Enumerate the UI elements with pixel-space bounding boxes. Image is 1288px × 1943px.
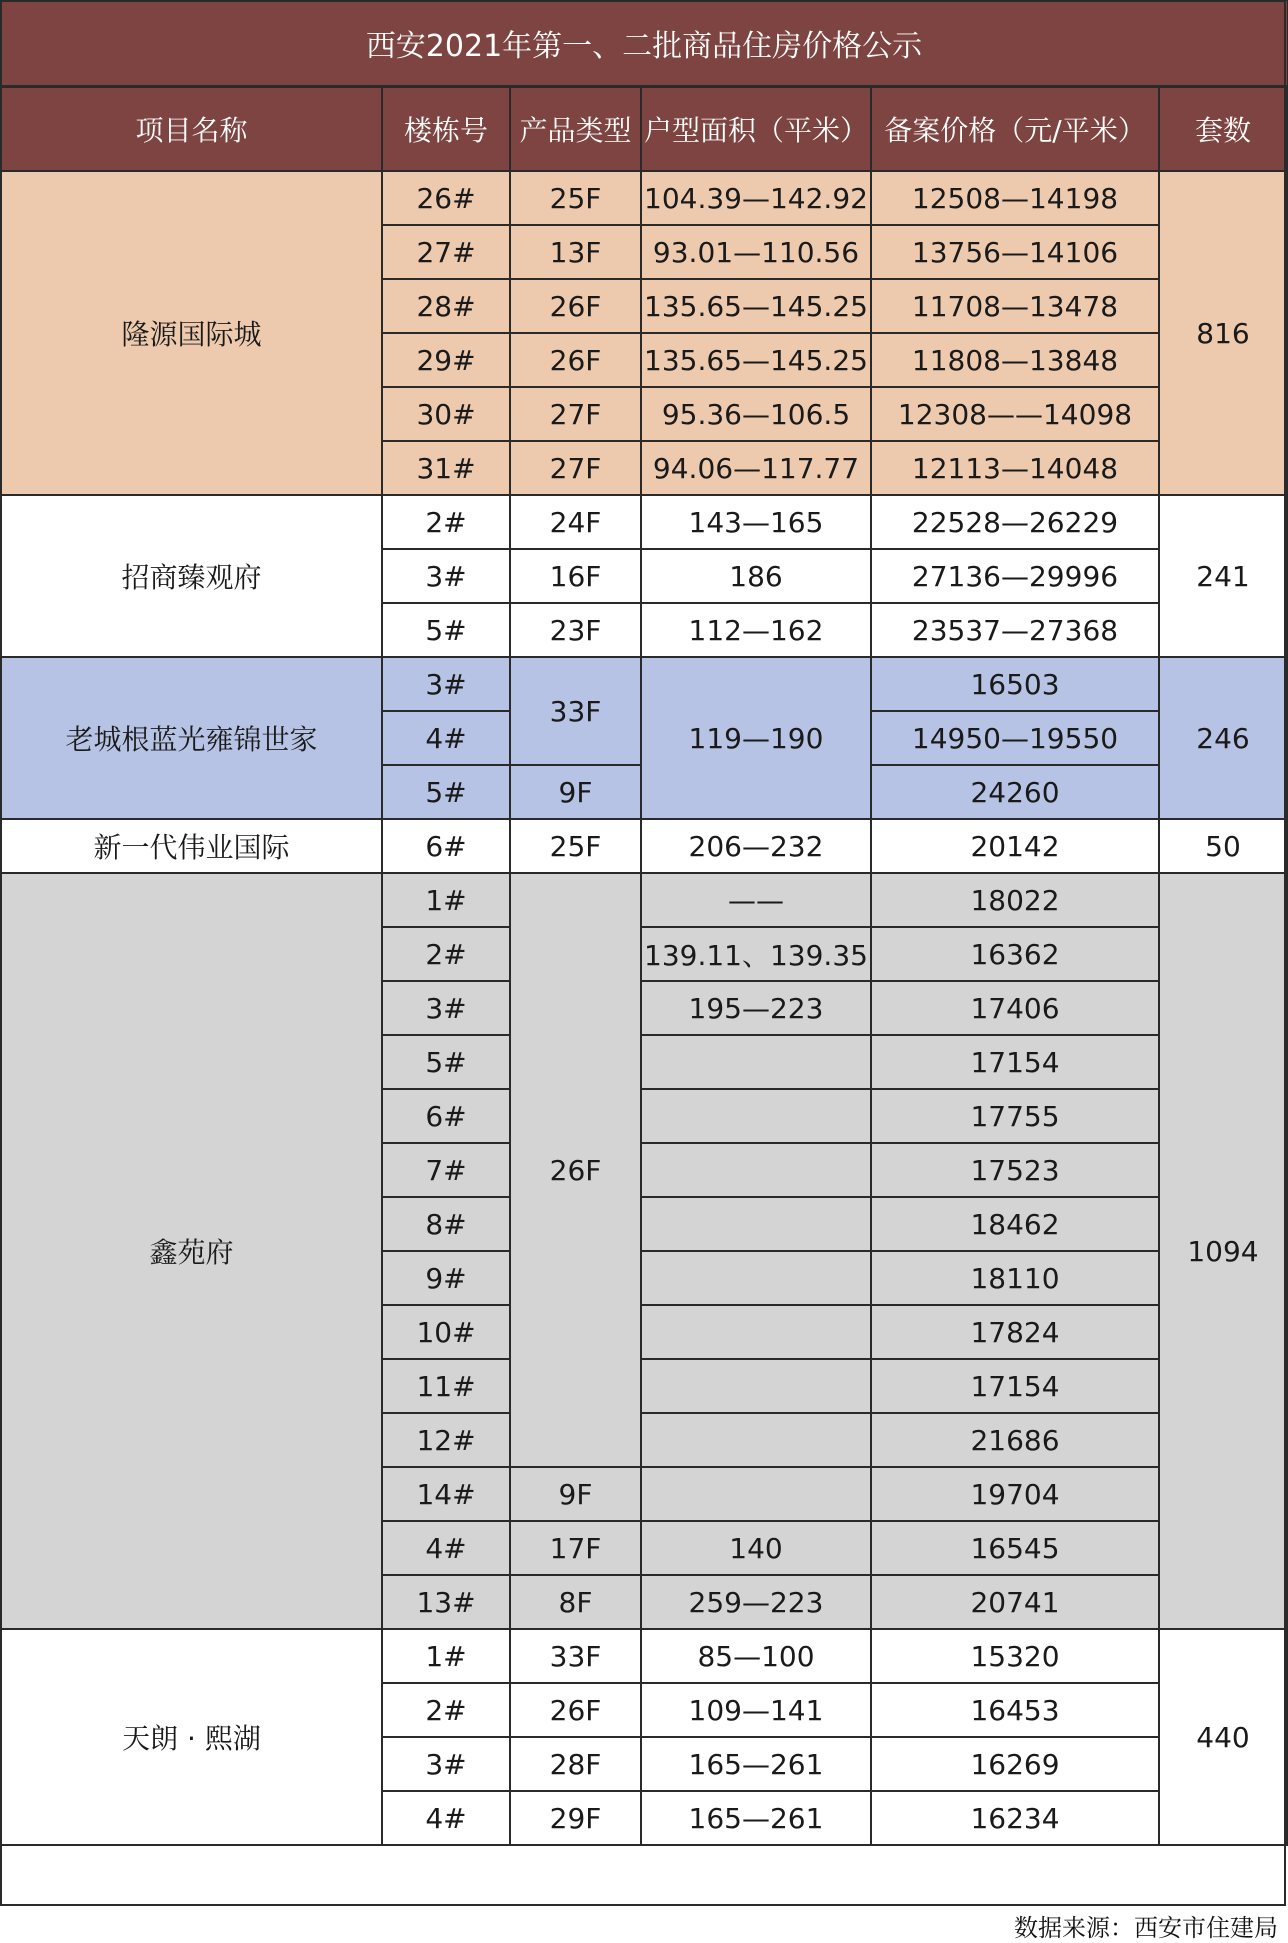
type-cell: 26F bbox=[510, 873, 641, 1467]
area-cell: 206—232 bbox=[641, 819, 871, 873]
type-cell: 28F bbox=[510, 1737, 641, 1791]
area-cell: 140 bbox=[641, 1521, 871, 1575]
price-cell: 17523 bbox=[871, 1143, 1159, 1197]
type-cell: 26F bbox=[510, 1683, 641, 1737]
units-cell: 50 bbox=[1159, 819, 1287, 873]
price-cell: 13756—14106 bbox=[871, 225, 1159, 279]
area-cell: 95.36—106.5 bbox=[641, 387, 871, 441]
price-cell: 17154 bbox=[871, 1359, 1159, 1413]
area-cell: 104.39—142.92 bbox=[641, 171, 871, 225]
building-cell: 3# bbox=[382, 549, 510, 603]
price-cell: 17824 bbox=[871, 1305, 1159, 1359]
area-cell: 93.01—110.56 bbox=[641, 225, 871, 279]
building-cell: 4# bbox=[382, 1521, 510, 1575]
price-cell: 11708—13478 bbox=[871, 279, 1159, 333]
building-cell: 29# bbox=[382, 333, 510, 387]
price-cell: 22528—26229 bbox=[871, 495, 1159, 549]
area-cell: 165—261 bbox=[641, 1791, 871, 1845]
units-cell: 246 bbox=[1159, 657, 1287, 819]
table-row bbox=[1, 657, 1287, 711]
type-cell: 8F bbox=[510, 1575, 641, 1629]
area-cell: 165—261 bbox=[641, 1737, 871, 1791]
type-cell: 23F bbox=[510, 603, 641, 657]
area-cell: 112—162 bbox=[641, 603, 871, 657]
type-cell: 26F bbox=[510, 279, 641, 333]
area-cell: 109—141 bbox=[641, 1683, 871, 1737]
type-cell: 33F bbox=[510, 657, 641, 765]
type-cell: 9F bbox=[510, 765, 641, 819]
header-building: 楼栋号 bbox=[382, 87, 510, 171]
type-cell: 13F bbox=[510, 225, 641, 279]
type-cell: 27F bbox=[510, 441, 641, 495]
table-row bbox=[1, 171, 1287, 225]
price-cell: 16362 bbox=[871, 927, 1159, 981]
price-cell: 17154 bbox=[871, 1035, 1159, 1089]
type-cell: 27F bbox=[510, 387, 641, 441]
area-cell bbox=[641, 1413, 871, 1467]
price-cell: 11808—13848 bbox=[871, 333, 1159, 387]
price-cell: 17755 bbox=[871, 1089, 1159, 1143]
price-cell: 16545 bbox=[871, 1521, 1159, 1575]
price-cell: 12113—14048 bbox=[871, 441, 1159, 495]
building-cell: 13# bbox=[382, 1575, 510, 1629]
type-cell: 24F bbox=[510, 495, 641, 549]
table-row bbox=[1, 495, 1287, 549]
data-source-note: 数据来源：西安市住建局 bbox=[1014, 1914, 1278, 1942]
price-cell: 18462 bbox=[871, 1197, 1159, 1251]
table-row bbox=[1, 1629, 1287, 1683]
area-cell: 259—223 bbox=[641, 1575, 871, 1629]
units-cell: 241 bbox=[1159, 495, 1287, 657]
price-cell: 12308——14098 bbox=[871, 387, 1159, 441]
building-cell: 2# bbox=[382, 1683, 510, 1737]
area-cell: 119—190 bbox=[641, 657, 871, 819]
area-cell bbox=[641, 1089, 871, 1143]
building-cell: 3# bbox=[382, 1737, 510, 1791]
building-cell: 26# bbox=[382, 171, 510, 225]
area-cell bbox=[641, 1035, 871, 1089]
area-cell bbox=[641, 1251, 871, 1305]
type-cell: 25F bbox=[510, 819, 641, 873]
price-cell: 24260 bbox=[871, 765, 1159, 819]
units-cell: 440 bbox=[1159, 1629, 1287, 1845]
building-cell: 27# bbox=[382, 225, 510, 279]
price-cell: 14950—19550 bbox=[871, 711, 1159, 765]
price-cell: 18110 bbox=[871, 1251, 1159, 1305]
type-cell: 16F bbox=[510, 549, 641, 603]
header-price: 备案价格（元/平米） bbox=[871, 87, 1159, 171]
building-cell: 8# bbox=[382, 1197, 510, 1251]
price-cell: 27136—29996 bbox=[871, 549, 1159, 603]
area-cell: 94.06—117.77 bbox=[641, 441, 871, 495]
price-cell: 16269 bbox=[871, 1737, 1159, 1791]
price-cell: 23537—27368 bbox=[871, 603, 1159, 657]
building-cell: 9# bbox=[382, 1251, 510, 1305]
building-cell: 5# bbox=[382, 765, 510, 819]
area-cell: 139.11、139.35 bbox=[641, 927, 871, 981]
header-area: 户型面积（平米） bbox=[641, 87, 871, 171]
price-cell: 18022 bbox=[871, 873, 1159, 927]
price-cell: 19704 bbox=[871, 1467, 1159, 1521]
building-cell: 7# bbox=[382, 1143, 510, 1197]
building-cell: 11# bbox=[382, 1359, 510, 1413]
area-cell bbox=[641, 1143, 871, 1197]
project-name-cell: 天朗 · 熙湖 bbox=[1, 1629, 382, 1845]
units-cell: 1094 bbox=[1159, 873, 1287, 1629]
price-cell: 20741 bbox=[871, 1575, 1159, 1629]
building-cell: 6# bbox=[382, 1089, 510, 1143]
building-cell: 12# bbox=[382, 1413, 510, 1467]
area-cell: 143—165 bbox=[641, 495, 871, 549]
area-cell: 186 bbox=[641, 549, 871, 603]
price-cell: 21686 bbox=[871, 1413, 1159, 1467]
type-cell: 33F bbox=[510, 1629, 641, 1683]
building-cell: 5# bbox=[382, 603, 510, 657]
building-cell: 5# bbox=[382, 1035, 510, 1089]
building-cell: 14# bbox=[382, 1467, 510, 1521]
price-cell: 16503 bbox=[871, 657, 1159, 711]
project-name-cell: 老城根蓝光雍锦世家 bbox=[1, 657, 382, 819]
area-cell bbox=[641, 1197, 871, 1251]
price-cell: 17406 bbox=[871, 981, 1159, 1035]
type-cell: 25F bbox=[510, 171, 641, 225]
project-name-cell: 鑫苑府 bbox=[1, 873, 382, 1629]
price-cell: 16234 bbox=[871, 1791, 1159, 1845]
project-name-cell: 招商臻观府 bbox=[1, 495, 382, 657]
price-cell: 15320 bbox=[871, 1629, 1159, 1683]
building-cell: 1# bbox=[382, 1629, 510, 1683]
building-cell: 3# bbox=[382, 657, 510, 711]
building-cell: 6# bbox=[382, 819, 510, 873]
area-cell: 195—223 bbox=[641, 981, 871, 1035]
building-cell: 4# bbox=[382, 1791, 510, 1845]
building-cell: 1# bbox=[382, 873, 510, 927]
building-cell: 4# bbox=[382, 711, 510, 765]
building-cell: 31# bbox=[382, 441, 510, 495]
price-cell: 16453 bbox=[871, 1683, 1159, 1737]
building-cell: 10# bbox=[382, 1305, 510, 1359]
building-cell: 3# bbox=[382, 981, 510, 1035]
price-cell: 12508—14198 bbox=[871, 171, 1159, 225]
area-cell: 135.65—145.25 bbox=[641, 333, 871, 387]
table-row bbox=[1, 873, 1287, 927]
building-cell: 28# bbox=[382, 279, 510, 333]
building-cell: 30# bbox=[382, 387, 510, 441]
area-cell bbox=[641, 1467, 871, 1521]
price-table bbox=[0, 86, 1288, 1846]
type-cell: 9F bbox=[510, 1467, 641, 1521]
area-cell: 135.65—145.25 bbox=[641, 279, 871, 333]
table-row bbox=[1, 819, 1287, 873]
area-cell bbox=[641, 1359, 871, 1413]
type-cell: 17F bbox=[510, 1521, 641, 1575]
building-cell: 2# bbox=[382, 495, 510, 549]
header-units: 套数 bbox=[1159, 87, 1287, 171]
project-name-cell: 新一代伟业国际 bbox=[1, 819, 382, 873]
type-cell: 29F bbox=[510, 1791, 641, 1845]
units-cell: 816 bbox=[1159, 171, 1287, 495]
project-name-cell: 隆源国际城 bbox=[1, 171, 382, 495]
area-cell: —— bbox=[641, 873, 871, 927]
table-title: 西安2021年第一、二批商品住房价格公示 bbox=[0, 0, 1288, 86]
header-type: 产品类型 bbox=[510, 87, 641, 171]
area-cell: 85—100 bbox=[641, 1629, 871, 1683]
header-row bbox=[1, 87, 1287, 171]
area-cell bbox=[641, 1305, 871, 1359]
price-cell: 20142 bbox=[871, 819, 1159, 873]
type-cell: 26F bbox=[510, 333, 641, 387]
building-cell: 2# bbox=[382, 927, 510, 981]
header-project: 项目名称 bbox=[1, 87, 382, 171]
